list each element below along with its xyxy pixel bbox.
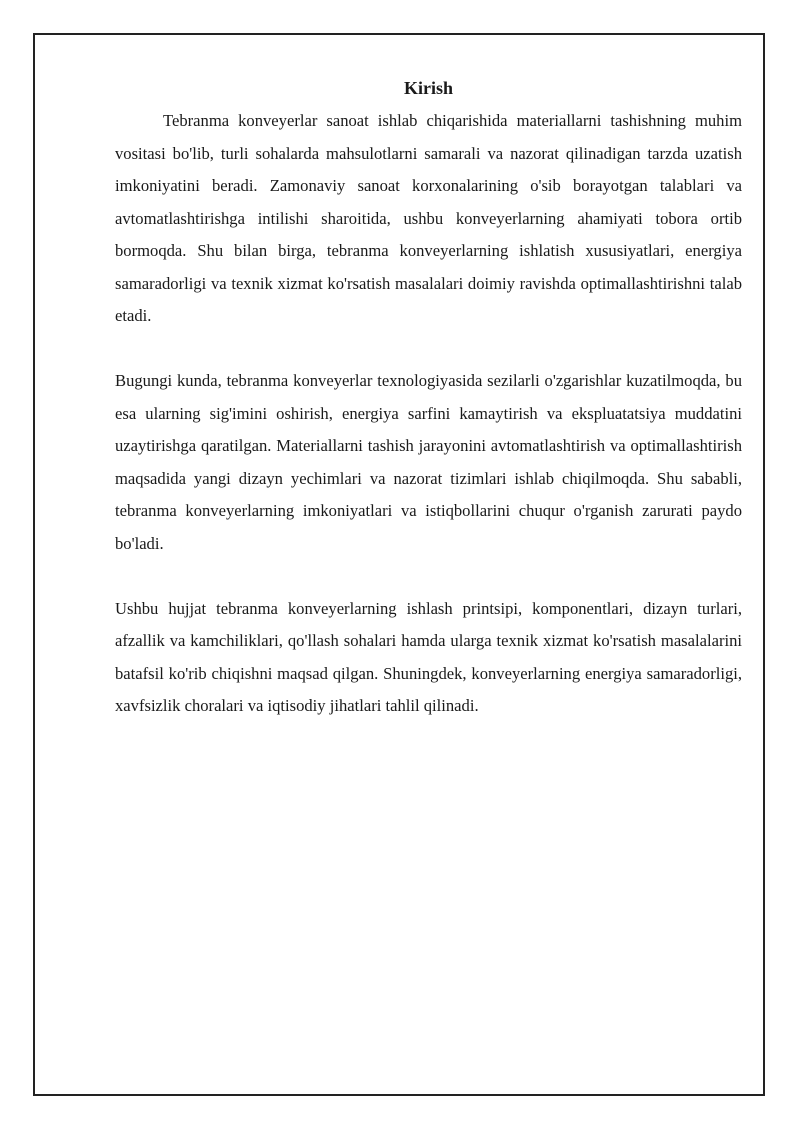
paragraph-spacer <box>115 560 742 593</box>
paragraph-scope: Ushbu hujjat tebranma konveyerlarning ishlash printsipi, komponentlari, dizayn turlari, afzallik va kamchiliklari, qo'llash sohalari hamda ularga texnik xizmat ko'rsatish masalalarini batafsil ko'rib chiqishni maqsad qilgan. Shuningdek, konveyerlarning energiya samaradorligi, xavfsizlik choralari va iqtisodiy jihatlari tahlil qilinadi. <box>115 598 742 715</box>
paragraph-technology: Bugungi kunda, tebranma konveyerlar texnologiyasida sezilarli o'zgarishlar kuzatilmoqda, bu esa ularning sig'imini oshirish, energiya sarfini kamaytirish va ekspluatatsiya muddatini uzaytirishga qaratilgan. Materiallarni tashish jarayonini avtomatlashtirish va optimallashtirish maqsadida yangi dizayn yechimlari va nazorat tizimlari ishlab chiqilmoqda. Shu sababli, tebranma konveyerlarning imkoniyatlari va istiqbollarini chuqur o'rganish zarurati paydo bo'ladi. <box>115 371 742 553</box>
paragraph-spacer <box>115 333 742 366</box>
document-title: Kirish <box>403 78 453 98</box>
paragraph-intro: Tebranma konveyerlar sanoat ishlab chiqarishida materiallarni tashishning muhim vositasi bo'lib, turli sohalarda mahsulotlarni samarali va nazorat qilinadigan tarzda uzatish imkoniyatini beradi. Zamonaviy sanoat korxonalarining o'sib borayotgan talablari va avtomatlashtirishga intilishi sharoitida, ushbu konveyerlarning ahamiyati tobora ortib bormoqda. Shu bilan birga, tebranma konveyerlarning ishlatish xususiyatlari, energiya samaradorligi va texnik xizmat ko'rsatish masalalari doimiy ravishda optimallashtirishni talab etadi. <box>115 111 742 325</box>
document-body <box>115 74 742 723</box>
